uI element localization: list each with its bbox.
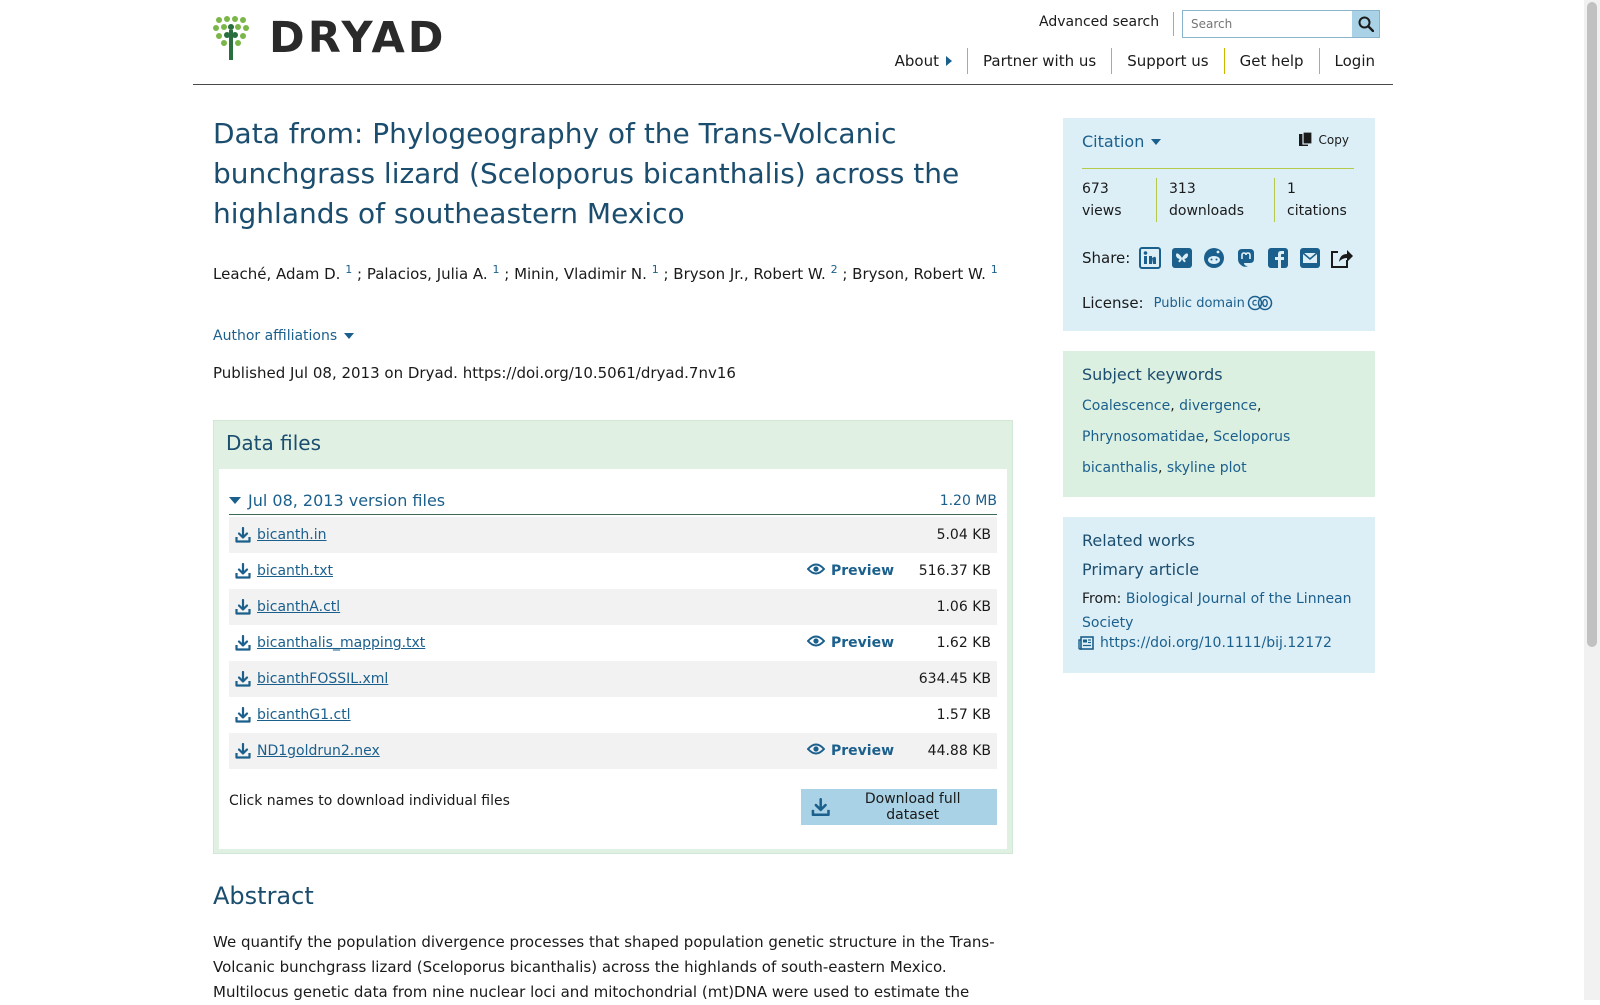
license-link[interactable]: Public domain <box>1153 295 1245 311</box>
caret-down-icon <box>1151 139 1161 145</box>
published-line: Published Jul 08, 2013 on Dryad. https://doi.org/10.5061/dryad.7nv16 <box>213 364 736 382</box>
affiliation-ref[interactable]: 1 <box>651 263 659 276</box>
search-form <box>1182 10 1380 38</box>
file-row <box>229 553 997 589</box>
keyword-link[interactable]: skyline plot <box>1166 460 1247 476</box>
file-download-link[interactable]: bicanthG1.ctl <box>257 707 351 723</box>
citation-toggle[interactable] <box>1082 132 1161 151</box>
scrollbar-thumb[interactable] <box>1587 2 1597 647</box>
download-hint: Click names to download individual files <box>229 793 510 809</box>
abstract-heading: Abstract <box>213 882 314 910</box>
file-download-link[interactable]: bicanthFOSSIL.xml <box>257 671 389 687</box>
bluesky-icon[interactable] <box>1170 246 1194 270</box>
related-works-heading: Related works <box>1082 531 1195 550</box>
citation-label: Citation <box>1082 132 1145 151</box>
eye-icon <box>807 743 825 759</box>
eye-icon <box>807 563 825 579</box>
dataset-title: Data from: Phylogeography of the Trans-Volcanic bunchgrass lizard (Sceloporus bicanthalis) across the highlands of southeastern Mexico <box>213 117 960 230</box>
preview-label: Preview <box>831 563 895 579</box>
file-preview-button[interactable] <box>807 743 894 759</box>
file-size: 634.45 KB <box>918 671 991 687</box>
preview-label: Preview <box>831 635 895 651</box>
site-header <box>193 0 1393 85</box>
author-list: Leaché, Adam D. $^1$ ; Palacios, Julia A. $^1$ ; Minin, Vladimir N. $^1$ ; Bryson Jr., Robert W. $^2$ ; Bryson, Robert W. $^1$ <box>213 263 998 283</box>
logo-wordmark: DRYAD <box>269 12 447 63</box>
affiliation-ref[interactable]: 1 <box>990 263 998 276</box>
file-size: 1.62 KB <box>936 635 991 651</box>
share-external-icon[interactable] <box>1330 246 1354 270</box>
download-icon[interactable] <box>235 562 253 580</box>
license-row <box>1082 294 1273 312</box>
reddit-icon[interactable] <box>1202 246 1226 270</box>
doi-row <box>1078 635 1332 651</box>
file-row <box>229 625 997 661</box>
download-full-dataset-button[interactable] <box>801 789 997 825</box>
vertical-scrollbar[interactable] <box>1584 0 1600 1000</box>
article-doi-link[interactable]: https://doi.org/10.1111/bij.12172 <box>1100 635 1332 651</box>
version-label: Jul 08, 2013 version files <box>229 491 445 510</box>
file-rows <box>229 517 997 769</box>
file-preview-button[interactable] <box>807 563 894 579</box>
dryad-logo[interactable] <box>213 12 447 63</box>
abstract-text: We quantify the population divergence processes that shaped population genetic structure in the Trans-Volcanic bunchgrass lizard (Sceloporus bicanthalis) across the highlands of south-eastern Mexico. Multilocus genetic data from nine nuclear loci and mitochondrial (mt)DNA were used to estimate the <box>213 933 995 1001</box>
file-size: 1.57 KB <box>936 707 991 723</box>
file-row <box>229 697 997 733</box>
divider <box>1082 168 1354 169</box>
download-icon[interactable] <box>235 598 253 616</box>
mastodon-icon[interactable] <box>1234 246 1258 270</box>
primary-article-source <box>1082 587 1354 635</box>
file-download-link[interactable]: bicanthalis_mapping.txt <box>257 635 426 651</box>
share-row <box>1082 246 1362 270</box>
affiliation-ref[interactable]: 1 <box>345 263 353 276</box>
download-icon[interactable] <box>235 670 253 688</box>
copy-citation-button[interactable] <box>1299 132 1349 148</box>
metrics <box>1082 178 1354 222</box>
file-download-link[interactable]: bicanthA.ctl <box>257 599 341 615</box>
file-preview-button[interactable] <box>807 635 894 651</box>
keyword-link[interactable]: divergence <box>1179 398 1257 414</box>
author-name: Minin, Vladimir N. <box>514 265 647 283</box>
file-row <box>229 589 997 625</box>
preview-label: Preview <box>831 743 895 759</box>
file-size: 516.37 KB <box>918 563 991 579</box>
nav-about-label: About <box>894 52 939 70</box>
version-toggle[interactable] <box>229 487 997 515</box>
linkedin-icon[interactable] <box>1138 246 1162 270</box>
file-download-link[interactable]: bicanth.txt <box>257 563 334 579</box>
file-size: 44.88 KB <box>927 743 991 759</box>
author-name: Bryson, Robert W. <box>852 265 986 283</box>
keyword-link[interactable]: Phrynosomatidae <box>1082 429 1205 445</box>
downloads-metric: 313 downloads <box>1157 178 1275 222</box>
affiliation-ref[interactable]: 2 <box>830 263 838 276</box>
journal-link[interactable]: Biological Journal of the Linnean Society <box>1082 591 1352 631</box>
author-name: Bryson Jr., Robert W. <box>673 265 826 283</box>
keywords-heading: Subject keywords <box>1082 365 1223 384</box>
author-affiliations-toggle[interactable] <box>213 328 354 344</box>
download-icon[interactable] <box>235 742 253 760</box>
file-size: 5.04 KB <box>936 527 991 543</box>
copy-icon <box>1299 132 1313 148</box>
keywords-panel <box>1063 351 1375 497</box>
data-files-panel <box>213 420 1013 854</box>
file-size: 1.06 KB <box>936 599 991 615</box>
file-row <box>229 517 997 553</box>
license-label: License: <box>1082 294 1144 312</box>
file-row <box>229 661 997 697</box>
keyword-link[interactable]: Coalescence <box>1082 398 1171 414</box>
caret-down-icon <box>344 333 354 339</box>
download-icon[interactable] <box>235 526 253 544</box>
copy-label: Copy <box>1318 133 1349 147</box>
version-size: 1.20 MB <box>939 492 997 509</box>
search-input[interactable] <box>1183 11 1352 37</box>
file-download-link[interactable]: ND1goldrun2.nex <box>257 743 380 759</box>
primary-article-label: Primary article <box>1082 560 1200 579</box>
search-button[interactable] <box>1352 11 1379 37</box>
author-name: Leaché, Adam D. <box>213 265 341 283</box>
search-icon <box>1358 16 1374 32</box>
creative-commons-zero-icon <box>1247 295 1273 311</box>
affiliation-ref[interactable]: 1 <box>492 263 500 276</box>
data-files-list <box>219 469 1007 849</box>
citations-metric: 1 citations <box>1287 181 1347 219</box>
nav-about[interactable] <box>880 48 967 74</box>
email-icon[interactable] <box>1298 246 1322 270</box>
file-download-link[interactable]: bicanth.in <box>257 527 327 543</box>
nav-help[interactable]: Get help <box>1224 48 1319 74</box>
download-full-label: Download full dataset <box>864 791 961 823</box>
author-name: Palacios, Julia A. <box>366 265 488 283</box>
file-row <box>229 733 997 769</box>
citation-panel <box>1063 118 1375 331</box>
caret-down-icon <box>229 497 241 504</box>
nav-partner[interactable]: Partner with us <box>967 48 1111 74</box>
download-icon <box>811 797 830 817</box>
nav-login[interactable]: Login <box>1319 48 1375 74</box>
advanced-search-link[interactable]: Advanced search <box>1039 12 1174 36</box>
keyword-link[interactable]: Sceloporus bicanthalis <box>1082 429 1291 476</box>
data-files-heading: Data files <box>226 431 321 455</box>
facebook-icon[interactable] <box>1266 246 1290 270</box>
views-metric: 673 views <box>1082 178 1157 222</box>
from-label: From: <box>1082 591 1122 607</box>
related-works-panel <box>1063 517 1375 673</box>
author-affiliations-label: Author affiliations <box>213 328 338 344</box>
main-nav <box>880 48 1375 74</box>
tree-logo-icon <box>213 16 249 60</box>
share-label: Share: <box>1082 249 1131 267</box>
article-icon <box>1078 636 1094 650</box>
download-icon[interactable] <box>235 634 253 652</box>
download-icon[interactable] <box>235 706 253 724</box>
nav-support[interactable]: Support us <box>1111 48 1223 74</box>
keyword-list: Coalescence, divergence, Phrynosomatidae, Sceloporus bicanthalis, skyline plot <box>1082 398 1291 476</box>
caret-right-icon <box>946 56 952 66</box>
eye-icon <box>807 635 825 651</box>
